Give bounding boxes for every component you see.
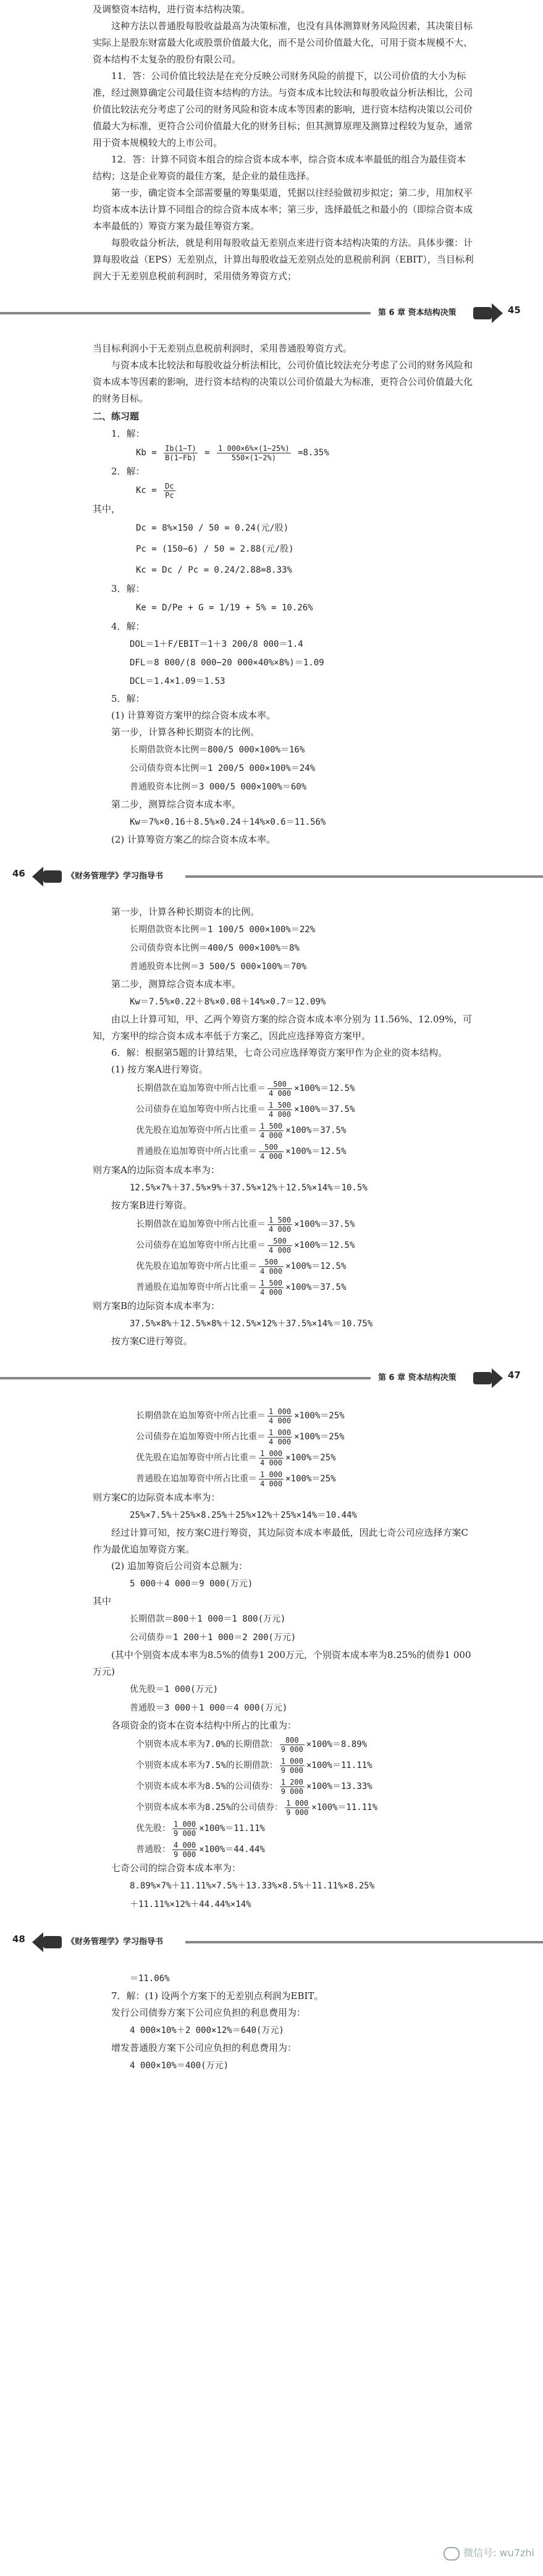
paragraph: 当目标利润小于无差别点息税前利润时，采用普通股筹资方式。 — [93, 343, 353, 354]
page-footer-chapter — [0, 298, 543, 327]
watermark-text: 微信号: wu7zhi — [463, 2547, 534, 2559]
formula-kc-result: Kc = Dc / Pc = 0.24/2.88=8.33% — [136, 565, 292, 575]
formula-item: 公司债券＝1 200＋1 000＝2 200(万元) — [130, 1633, 297, 1643]
arrow-icon — [473, 307, 492, 319]
footer-rule — [185, 1941, 543, 1943]
formula-ke: Ke = D/Pe + G = 1/19 + 5% = 10.26% — [136, 603, 313, 613]
paragraph: 按方案C进行筹资。 — [111, 1336, 193, 1347]
page-47 — [0, 904, 543, 1350]
page-49 — [0, 1969, 543, 2075]
label-qizhong: 其中 — [93, 1596, 112, 1607]
formula-ratio: 长期借款资本比例＝800/5 000×100%＝16% — [130, 745, 305, 755]
formula-ratio: 普通股资本比例＝3 500/5 000×100%＝70% — [130, 962, 307, 972]
arrow-head-icon — [32, 1932, 43, 1952]
formula-kc: Kc = $\frac{Dc}{Pc}$ — [136, 481, 174, 500]
paragraph: 第一步，确定资本全部需要量的筹集渠道，凭据以往经验做初步拟定；第二步，用加权平均资本成本法计算不同组合的综合资本成本率；第三步，选择最低之和最小的（即综合资本成本率最低的）筹资方案为最佳筹资方案。 — [93, 187, 473, 232]
section-heading: 二、练习题 — [93, 411, 140, 422]
formula-marginal: 12.5%×7%＋37.5%×9%＋37.5%×12%＋12.5%×14%＝10.5% — [130, 1183, 368, 1193]
formula-total-cost: 8.89%×7%＋11.11%×7.5%＋13.33%×8.5%＋11.11%×8.25% — [130, 1881, 375, 1891]
formula-item: 普通股＝3 000＋1 000＝4 000(万元) — [130, 1703, 288, 1713]
paragraph: 各项资金的资本在资本结构中所占的比重为： — [111, 1720, 297, 1731]
chapter-label: 第 6 章 资本结构决策 — [378, 1373, 457, 1383]
paragraph: 12．答：计算不同资本组合的综合资本成本率，综合资本成本率最低的组合为最佳资本结构；这是企业筹资的最佳方案，是企业的最佳选择。 — [93, 154, 466, 182]
paragraph: 第一步，计算各种长期资本的比例。 — [111, 726, 260, 738]
formula-weight: 普通股在追加筹资中所占比重＝ $\frac{500}{4 000}$ ×100%＝12.5% — [136, 1142, 347, 1161]
formula-ratio: 公司债券资本比例＝1 200/5 000×100%＝24% — [130, 764, 316, 773]
paragraph: 这种方法以普通股每股收益最高为决策标准，也没有具体测算财务风险因素，其决策目标实际上是股东财富最大化或股票价值最大化，而不是公司价值最大化，可用于资本规模不大、资本结构不太复杂的股份有限公司。 — [93, 20, 473, 65]
formula-weight: 公司债券在追加筹资中所占比重＝ $\frac{1 500}{4 000}$ ×100%＝37.5% — [136, 1100, 355, 1119]
formula-weight: 长期借款在追加筹资中所占比重＝ $\frac{500}{4 000}$ ×100%＝12.5% — [136, 1079, 355, 1098]
book-label: 《财务管理学》学习指导书 — [67, 872, 164, 881]
page-number: 46 — [12, 868, 25, 879]
paragraph: 则方案C的边际资本成本率为： — [93, 1492, 221, 1503]
page-footer-book — [0, 1927, 543, 1956]
paragraph: 七奇公司的综合资本成本率为： — [111, 1863, 242, 1874]
arrow-head-icon — [492, 1368, 503, 1388]
question-label: 2．解： — [111, 466, 145, 477]
formula-ratio: 普通股资本比例＝3 000/5 000×100%＝60% — [130, 782, 307, 792]
formula-item: 长期借款＝800＋1 000＝1 800(万元) — [130, 1614, 286, 1624]
paragraph: 第二步，测算综合资本成本率。 — [111, 979, 242, 990]
paragraph: 发行公司债券方案下公司应负担的利息费用为： — [111, 2007, 306, 2018]
paragraph: (2) 追加筹资后公司资本总额为： — [111, 1560, 248, 1572]
paragraph: (1) 计算筹资方案甲的综合资本成本率。 — [111, 710, 276, 721]
question-label: 5．解： — [111, 693, 145, 704]
formula-marginal: 37.5%×8%＋12.5%×8%＋12.5%×12%＋37.5%×14%＝10.75% — [130, 1319, 373, 1329]
paragraph: 及调整资本结构，进行资本结构决策。 — [93, 4, 251, 15]
formula-interest: 4 000×10%＝400(万元) — [130, 2061, 229, 2071]
arrow-icon — [43, 870, 62, 883]
paragraph: 6．解：根据第5题的计算结果，七奇公司应选择筹资方案甲作为企业的资本结构。 — [111, 1047, 448, 1058]
formula-weight: 个别资本成本率为8.5%的公司债券： $\frac{1 200}{9 000}$ ×100%＝13.33% — [136, 1777, 373, 1796]
book-label: 《财务管理学》学习指导书 — [67, 1937, 164, 1947]
formula-dol: DOL＝1＋F/EBIT＝1＋3 200/8 000＝1.4 — [130, 639, 303, 649]
paragraph: (1) 按方案A进行筹资。 — [111, 1064, 208, 1075]
formula-kw: Kw＝7%×0.16＋8.5%×0.24＋14%×0.6＝11.56% — [130, 817, 326, 827]
formula-dcl: DCL＝1.4×1.09＝1.53 — [130, 676, 225, 686]
arrow-icon — [43, 1936, 62, 1948]
arrow-icon — [473, 1372, 492, 1384]
page-number: 48 — [12, 1934, 25, 1945]
page-number: 47 — [508, 1370, 521, 1381]
paragraph: 第一步，计算各种长期资本的比例。 — [111, 906, 260, 917]
footer-rule — [0, 1377, 371, 1379]
formula-total-cost: ＋11.11%×12%＋44.44%×14% — [130, 1900, 251, 1909]
wechat-watermark — [444, 2545, 534, 2561]
formula-weight: 普通股： $\frac{4 000}{9 000}$ ×100%＝44.44% — [136, 1840, 265, 1859]
formula-weight: 长期借款在追加筹资中所占比重＝ $\frac{1 000}{4 000}$ ×100%＝25% — [136, 1407, 345, 1425]
paragraph: (2) 计算筹资方案乙的综合资本成本率。 — [111, 834, 276, 845]
formula-weight: 优先股在追加筹资中所占比重＝ $\frac{1 500}{4 000}$ ×100%＝37.5% — [136, 1121, 347, 1140]
chapter-label: 第 6 章 资本结构决策 — [378, 308, 457, 318]
page-number: 45 — [508, 305, 521, 316]
formula-weight: 个别资本成本率为7.5%的长期借款： $\frac{1 000}{9 000}$ ×100%＝11.11% — [136, 1756, 373, 1775]
formula-item: 优先股＝1 000(万元) — [130, 1685, 219, 1694]
formula-weight: 优先股： $\frac{1 000}{9 000}$ ×100%＝11.11% — [136, 1819, 265, 1838]
paragraph: 经过计算可知，按方案C进行筹资，其边际资本成本率最低，因此七奇公司应选择方案C作为最优追加筹资方案。 — [93, 1527, 468, 1555]
page-footer-book — [0, 862, 543, 890]
formula-weight: 普通股在追加筹资中所占比重＝ $\frac{1 500}{4 000}$ ×100%＝37.5% — [136, 1278, 347, 1297]
formula-weight: 长期借款在追加筹资中所占比重＝ $\frac{1 500}{4 000}$ ×100%＝37.5% — [136, 1215, 355, 1234]
formula-weight: 普通股在追加筹资中所占比重＝ $\frac{1 000}{4 000}$ ×100%＝25% — [136, 1470, 336, 1488]
page-footer-chapter — [0, 1363, 543, 1392]
paragraph: 第二步，测算综合资本成本率。 — [111, 799, 242, 810]
formula-weight: 公司债券在追加筹资中所占比重＝ $\frac{500}{4 000}$ ×100%＝12.5% — [136, 1236, 355, 1255]
question-label: 1．解： — [111, 428, 145, 439]
label-qizhong: 其中， — [93, 503, 121, 515]
paragraph: 由以上计算可知，甲、乙两个筹资方案的综合资本成本率分别为 11.56%、12.09%，可知，方案甲的综合资本成本率低于方案乙，因此应选择筹资方案甲。 — [93, 1014, 473, 1042]
formula-weight: 公司债券在追加筹资中所占比重＝ $\frac{1 000}{4 000}$ ×100%＝25% — [136, 1428, 345, 1446]
formula-total: 5 000＋4 000＝9 000(万元) — [130, 1579, 253, 1589]
page-45 — [0, 0, 543, 285]
wechat-icon — [444, 2547, 460, 2561]
paragraph: 每股收益分析法，就是利用每股收益无差别点来进行资本结构决策的方法。具体步骤：计算每股收益（EPS）无差别点，计算出每股收益无差别点处的息税前利润（EBIT），当目标利润大于无差别息税前利润时，采用债务筹资方式； — [93, 237, 474, 282]
formula-ratio: 长期借款资本比例＝1 100/5 000×100%＝22% — [130, 925, 316, 935]
formula-result: ＝11.06% — [130, 1974, 170, 1984]
arrow-head-icon — [32, 867, 43, 886]
formula-kw: Kw＝7.5%×0.22＋8%×0.08＋14%×0.7＝12.09% — [130, 997, 326, 1007]
formula-interest: 4 000×10%＋2 000×12%＝640(万元) — [130, 2026, 284, 2035]
formula-weight: 优先股在追加筹资中所占比重＝ $\frac{1 000}{4 000}$ ×100%＝25% — [136, 1449, 336, 1467]
formula-dfl: DFL＝8 000/(8 000−20 000×40%×8%)＝1.09 — [130, 658, 324, 668]
formula-pc: Pc = (150−6) / 50 = 2.88(元/股) — [136, 544, 294, 554]
arrow-head-icon — [492, 303, 503, 323]
formula-weight: 优先股在追加筹资中所占比重＝ $\frac{500}{4 000}$ ×100%＝12.5% — [136, 1257, 347, 1276]
paragraph: 7．解：(1) 设两个方案下的无差别点利润为EBIT。 — [111, 1990, 324, 2001]
page-46 — [0, 340, 543, 848]
question-label: 4．解： — [111, 621, 145, 632]
formula-weight: 个别资本成本率为7.0%的长期借款： $\frac{800}{9 000}$ ×100%＝8.89% — [136, 1735, 368, 1754]
formula-ratio: 公司债券资本比例＝400/5 000×100%＝8% — [130, 943, 300, 953]
formula-marginal: 25%×7.5%＋25%×8.25%＋25%×12%＋25%×14%＝10.44% — [130, 1510, 357, 1520]
paragraph: (其中个别资本成本率为8.5%的债券1 200万元，个别资本成本率为8.25%的债券1 000万元) — [93, 1649, 471, 1677]
paragraph: 增发普通股方案下公司应负担的利息费用为： — [111, 2042, 297, 2053]
formula-dc: Dc = 8%×150 / 50 = 0.24(元/股) — [136, 523, 289, 533]
paragraph: 与资本成本比较法和每股收益分析法相比，公司价值比较法充分考虑了公司的财务风险和资本成本等因素的影响，进行资本结构的决策以公司价值最大为标准，更符合公司价值最大化的财务目标。 — [93, 360, 473, 404]
paragraph: 按方案B进行筹资。 — [111, 1200, 193, 1211]
footer-rule — [0, 312, 371, 314]
question-label: 3．解： — [111, 583, 145, 594]
formula-weight: 个别资本成本率为8.25%的公司债券： $\frac{1 000}{9 000}$ ×100%＝11.11% — [136, 1798, 377, 1817]
page-48 — [0, 1405, 543, 1914]
paragraph: 11．答：公司价值比较法是在充分反映公司财务风险的前提下，以公司价值的大小为标准，经过测算确定公司最佳资本结构的方法。与资本成本比较法和每股收益分析法相比，公司价值比较法充分考虑了公司的财务风险和资本成本等因素的影响，进行资本结构决策以公司价值最大为标准，更符合公司价值最大化的财务目标；但其测算原理及测算过程较为复杂，通常用于资本规模较大的上市公司。 — [93, 70, 473, 148]
formula-kb: Kb = $\frac{Ib(1-T)}{B(1-Fb)}$ = $\frac{1 000\times 6\%\times(1-25\%)}{550\times(1-2\%)}$ =8.35% — [136, 444, 329, 462]
paragraph: 则方案A的边际资本成本率为： — [93, 1164, 220, 1176]
paragraph: 则方案B的边际资本成本率为： — [93, 1300, 221, 1311]
footer-rule — [185, 875, 543, 878]
